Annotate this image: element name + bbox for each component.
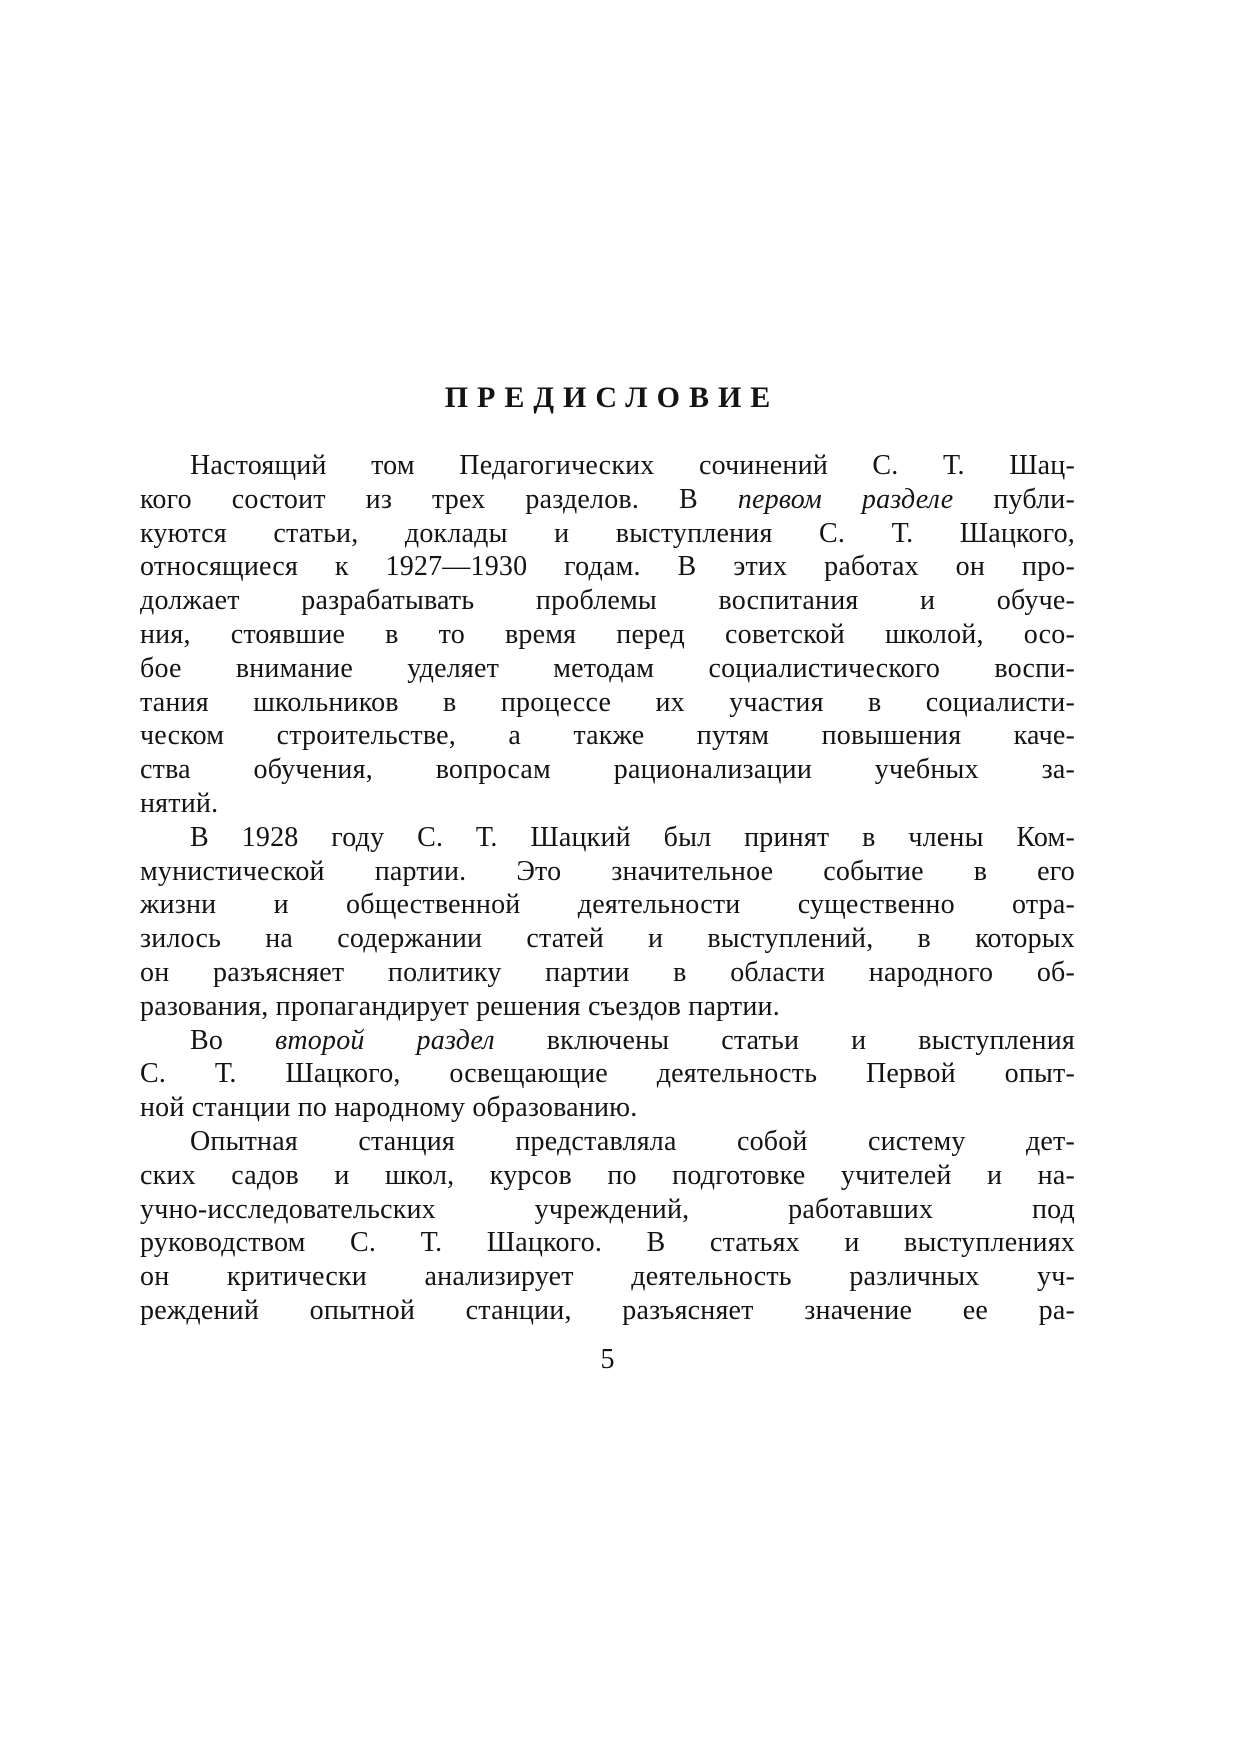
paragraph <box>140 449 1075 821</box>
body-line: бое внимание уделяет методам социалистического воспи- <box>140 652 1075 684</box>
line-segment: включены статьи и выступления <box>494 1024 1075 1056</box>
line-segment: Во <box>190 1024 276 1056</box>
body-line: разования, пропагандирует решения съездов партии. <box>140 990 780 1022</box>
line-segment-italic: первом разделе <box>737 483 954 515</box>
body-line: он критически анализирует деятельность различных уч- <box>140 1261 1075 1293</box>
line-segment: публи- <box>953 483 1075 515</box>
paragraph <box>140 821 1075 1024</box>
body-line: В 1928 году С. Т. Шацкий был принят в члены Ком- <box>190 821 1075 853</box>
page-content <box>140 383 1075 1376</box>
page-title: ПРЕДИСЛОВИЕ <box>444 381 780 414</box>
body-text <box>140 449 1075 1328</box>
body-line: должает разрабатывать проблемы воспитания и обуче- <box>140 585 1075 617</box>
body-line: учно-исследовательских учреждений, работавших под <box>140 1193 1075 1225</box>
body-line: Опытная станция представляла собой систему дет- <box>190 1125 1075 1157</box>
body-line: С. Т. Шацкого, освещающие деятельность Первой опыт- <box>140 1058 1075 1090</box>
body-line: тания школьников в процессе их участия в социалисти- <box>140 686 1075 718</box>
body-line <box>140 483 1075 517</box>
body-line: жизни и общественной деятельности существенно отра- <box>140 889 1075 921</box>
body-line: относящиеся к 1927—1930 годам. В этих работах он про- <box>140 551 1075 583</box>
body-line: руководством С. Т. Шацкого. В статьях и выступлениях <box>140 1227 1075 1259</box>
body-line: зилось на содержании статей и выступлений, в которых <box>140 923 1075 955</box>
body-line: нятий. <box>140 787 219 819</box>
line-segment-italic: второй раздел <box>275 1024 495 1056</box>
paragraph <box>140 1125 1075 1328</box>
body-line: ских садов и школ, курсов по подготовке учителей и на- <box>140 1159 1075 1191</box>
body-line <box>140 1024 1075 1058</box>
body-line: ческом строительстве, а также путям повышения каче- <box>140 720 1075 752</box>
body-line: куются статьи, доклады и выступления С. Т. Шацкого, <box>140 517 1075 549</box>
paragraph <box>140 1024 1075 1125</box>
body-line: он разъясняет политику партии в области народного об- <box>140 956 1075 988</box>
line-segment: кого состоит из трех разделов. В <box>140 483 738 515</box>
body-line: ной станции по народному образованию. <box>140 1092 638 1124</box>
body-line: ния, стоявшие в то время перед советской школой, осо- <box>140 618 1075 650</box>
body-line: Настоящий том Педагогических сочинений С. Т. Шац- <box>190 450 1075 481</box>
body-line: реждений опытной станции, разъясняет значение ее ра- <box>140 1294 1075 1326</box>
page-number: 5 <box>600 1343 615 1375</box>
body-line: мунистической партии. Это значительное событие в его <box>140 855 1075 887</box>
body-line: ства обучения, вопросам рационализации учебных за- <box>140 754 1075 786</box>
